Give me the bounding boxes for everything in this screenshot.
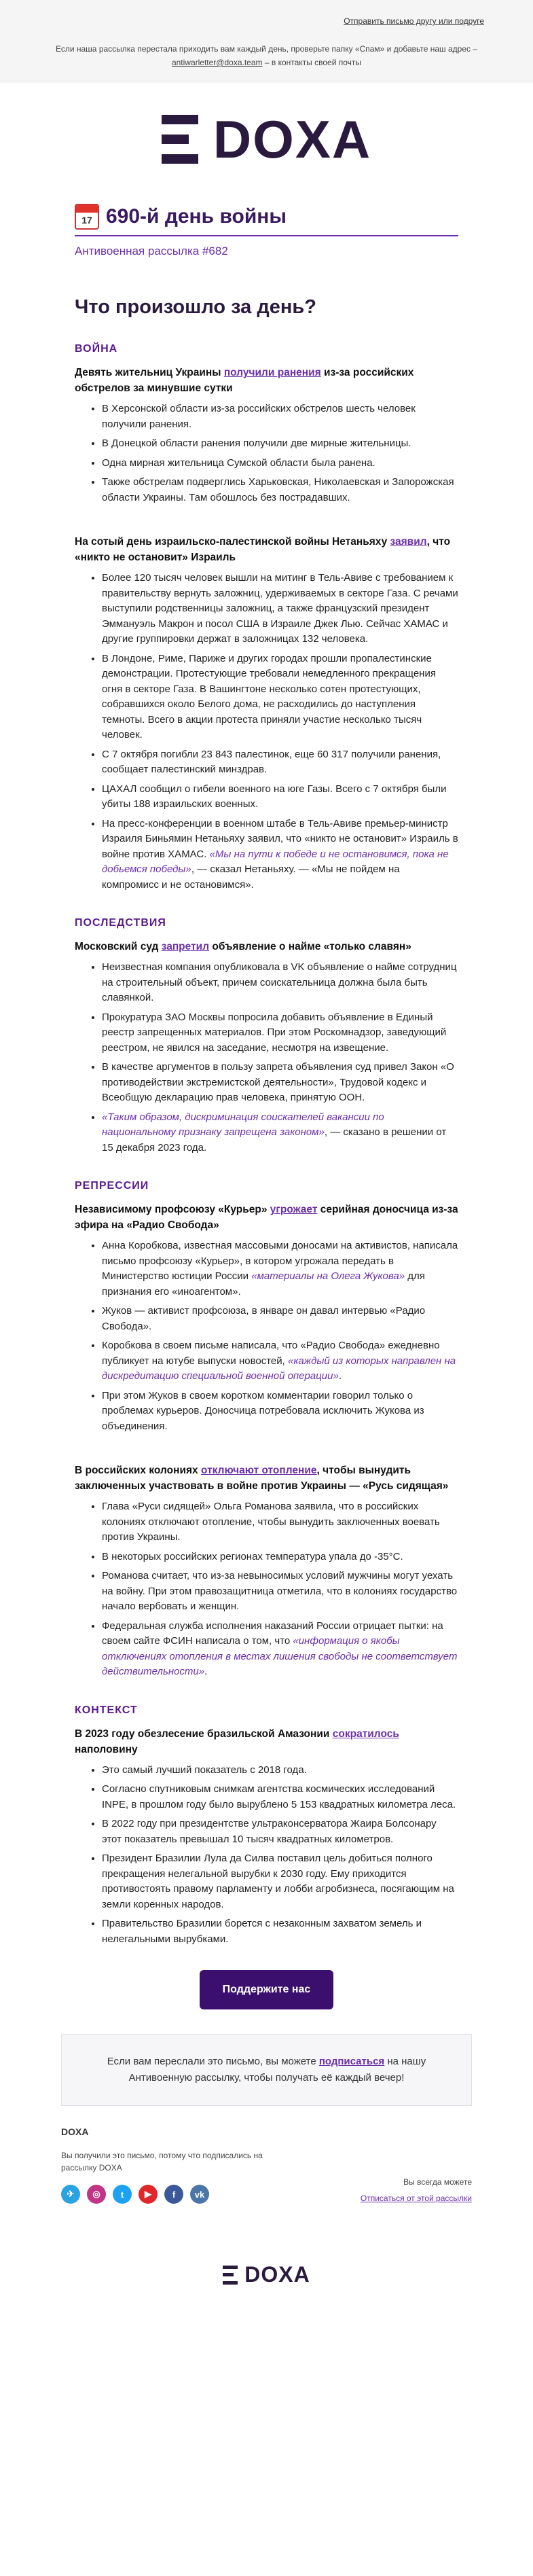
bullet-text-after: . <box>204 1666 208 1677</box>
story-headline-text: На сотый день израильско-палестинской войны Нетаньяху <box>75 536 390 548</box>
list-item <box>102 1338 458 1384</box>
news-sections <box>75 343 458 1947</box>
footer-logo[interactable] <box>61 2262 472 2287</box>
cta-wrap <box>75 1970 458 2009</box>
calendar-icon: 17 <box>75 204 99 230</box>
bullet-text: Глава «Руси сидящей» Ольга Романова заявила, что в российских колониях отключают отопление, чтобы вынудить заключенных воевать против Украины. <box>102 1501 440 1543</box>
bullet-text: Коробкова в своем письме написала, что «Радио Свобода» ежедневно публикует на ютубе выпуски новостей, <box>102 1340 440 1367</box>
story-source-link[interactable]: заявил <box>390 536 427 548</box>
bullet-text: Федеральная служба исполнения наказаний России отрицает пытки: на своем сайте ФСИН написала о том, что <box>102 1620 443 1647</box>
story-headline-text: из-за российских обстрелов за минувшие сутки <box>75 367 414 394</box>
bullet-quote: «материалы на Олега Жукова» <box>251 1270 405 1282</box>
twitter-icon[interactable]: t <box>113 2185 132 2204</box>
story-bullets <box>75 1763 458 1948</box>
logo-mark-icon <box>162 115 198 164</box>
story-headline <box>75 1726 458 1757</box>
story-headline-text: , что «никто не остановит» Израиль <box>75 536 451 563</box>
bullet-text: Это самый лучший показатель с 2018 года. <box>102 1764 307 1776</box>
bullet-quote: «информация о якобы отключениях отопления в местах лишения свободы не соответствует действительности» <box>102 1635 458 1677</box>
story-source-link[interactable]: запретил <box>161 941 210 952</box>
footer <box>61 2126 472 2303</box>
spam-email-link[interactable]: antiwarletter@doxa.team <box>171 58 263 67</box>
story-headline-text: серийная доносчица из-за эфира на «Радио Свобода» <box>75 1204 458 1231</box>
list-item <box>102 1550 458 1565</box>
youtube-icon[interactable]: ▶ <box>139 2185 158 2204</box>
footer-unsubscribe-block <box>361 2174 472 2206</box>
bullet-quote: «Мы на пути к победе и не остановимся, пока не добьемся победы» <box>102 848 449 875</box>
story-bullets <box>75 401 458 505</box>
story-headline-text: Независимому профсоюзу «Курьер» <box>75 1204 270 1215</box>
story-headline <box>75 939 458 954</box>
story-bullets <box>75 571 458 893</box>
vk-icon[interactable]: vk <box>190 2185 209 2204</box>
section-title: РЕПРЕССИИ <box>75 1180 149 1192</box>
day-title <box>75 204 458 230</box>
bullet-text: Жуков — активист профсоюза, в январе он давал интервью «Радио Свобода». <box>102 1305 426 1332</box>
bullet-text: В Херсонской области из-за российских обстрелов шесть человек получили ранения. <box>102 403 416 430</box>
unsubscribe-link[interactable]: Отписаться от этой рассылки <box>360 2194 472 2203</box>
list-item <box>102 1916 458 1947</box>
forward-to-friend-link[interactable]: Отправить письмо другу или подруге <box>344 16 484 26</box>
story-headline-text: Девять жительниц Украины <box>75 367 224 378</box>
section-title: КОНТЕКСТ <box>75 1704 138 1716</box>
story-source-link[interactable]: сократилось <box>332 1728 399 1740</box>
bullet-text: Прокуратура ЗАО Москвы попросила добавить объявление в Единый реестр запрещенных материалов. При этом Роскомнадзор, заведующий реестром, не явился на заседание, несмотря на извещение. <box>102 1011 447 1054</box>
footer-reason: Вы получили это письмо, потому что подписались на рассылку DOXA <box>61 2151 263 2172</box>
bullet-text: Анна Коробкова, известная массовыми доносами на активистов, написала письмо профсоюзу «Курьер», в котором угрожала передать в Министерство юстиции России <box>102 1240 458 1282</box>
bullet-text: Также обстрелам подверглись Харьковская, Николаевская и Запорожская области Украины. Там обошлось без пострадавших. <box>102 476 454 503</box>
telegram-icon[interactable]: ✈ <box>61 2185 80 2204</box>
instagram-icon[interactable]: ◎ <box>87 2185 106 2204</box>
spam-note-text-end: – в контакты своей почты <box>264 58 362 67</box>
bullet-text: В 2022 году при президентстве ультраконсерватора Жаира Болсонару этот показатель превышал 10 тысяч квадратных километров. <box>102 1818 437 1845</box>
story-headline-text: наполовину <box>75 1743 138 1755</box>
list-item <box>102 401 458 432</box>
bullet-quote: «Таким образом, дискриминация соискателей вакансии по национальному признаку запрещена законом» <box>102 1111 384 1138</box>
subscribe-link[interactable]: подписаться <box>318 2056 385 2067</box>
bullet-text: Более 120 тысяч человек вышли на митинг в Тель-Авиве с требованием к правительству вернуть заложниц, удерживаемых в секторе Газа. С речами выступили родственницы заложниц, а также французский президент Эммануэль Макрон и посол США в Израиле Джек Лью. Сейчас ХАМАС и другие группировки держат в заложницах 132 человека. <box>102 572 458 645</box>
story-source-link[interactable]: отключают отопление <box>200 1465 317 1476</box>
bullet-text: Согласно спутниковым снимкам агентства космических исследований INPE, в прошлом году было вырублено 5 153 квадратных километра леса. <box>102 1783 456 1810</box>
bullet-text: Правительство Бразилии борется с незаконным захватом земель и нелегальными вырубками. <box>102 1918 422 1945</box>
story-headline <box>75 1202 458 1233</box>
bullet-text: В качестве аргументов в пользу запрета объявления суд привел Закон «О противодействии экстремистской деятельности», Трудовой кодекс и Всеобщую декларацию прав человека, принятую ООН. <box>102 1061 454 1103</box>
subscribe-box <box>61 2034 472 2106</box>
day-title-text: 690-й день войны <box>106 205 287 228</box>
bullet-text: Неизвестная компания опубликовала в VK объявление о найме сотрудниц на строительный объект, причем соискательница должна была быть славянкой. <box>102 961 457 1003</box>
list-item <box>102 456 458 471</box>
footer-always-text: Вы всегда можете <box>403 2177 472 2187</box>
logo-wordmark: DOXA <box>213 109 372 169</box>
story-bullets <box>75 1238 458 1434</box>
subscribe-text-end: на нашу Антивоенную рассылку, чтобы получать её каждый вечер! <box>128 2056 426 2083</box>
list-item <box>102 960 458 1006</box>
list-item <box>102 1010 458 1056</box>
header-logo[interactable] <box>0 88 533 190</box>
bullet-text: ЦАХАЛ сообщил о гибели военного на юге Газы. Всего с 7 октября были убиты 188 израильских военных. <box>102 783 447 810</box>
list-item <box>102 1499 458 1545</box>
list-item <box>102 1238 458 1300</box>
story-source-link[interactable]: угрожает <box>270 1204 318 1215</box>
bullet-text: Одна мирная жительница Сумской области была ранена. <box>102 457 375 469</box>
bullet-text: В Лондоне, Риме, Париже и других городах прошли пропалестинские демонстрации. Протестующие требовали немедленного прекращения огня в секторе Газа. В Вашингтоне несколько сотен протестующих, собравшихся около Белого дома, не расходились до наступления темноты. Всего в акции протеста приняли участие несколько тысяч человек. <box>102 652 436 740</box>
list-item <box>102 1304 458 1334</box>
facebook-icon[interactable]: f <box>164 2185 183 2204</box>
story-bullets <box>75 960 458 1156</box>
main-content <box>0 204 533 2009</box>
story-headline-text: В 2023 году обезлесение бразильской Амазонии <box>75 1728 333 1740</box>
footer-brand: DOXA <box>61 2126 89 2137</box>
page-title: Что произошло за день? <box>75 296 316 318</box>
bullet-text: На пресс-конференции в военном штабе в Тель-Авиве премьер-министр Израиля Биньямин Нетаньяху заявил, что «никто не остановит» Израиль в войне против ХАМАС. <box>102 817 458 860</box>
list-item <box>102 817 458 893</box>
footer-logo-mark-icon <box>223 2266 238 2285</box>
story-headline <box>75 365 458 396</box>
subscribe-text: Если вам переслали это письмо, вы можете <box>107 2056 319 2067</box>
list-item <box>102 1389 458 1435</box>
list-item <box>102 1619 458 1680</box>
story-headline-text: В российских колониях <box>75 1465 201 1476</box>
spam-note-text: Если наша рассылка перестала приходить вам каждый день, проверьте папку «Спам» и добавьте наш адрес – <box>55 44 478 54</box>
story-headline <box>75 534 458 565</box>
list-item <box>102 436 458 452</box>
story-bullets <box>75 1499 458 1680</box>
list-item <box>102 1782 458 1812</box>
list-item <box>102 747 458 778</box>
story-headline <box>75 1463 458 1494</box>
list-item <box>102 782 458 812</box>
bullet-text-after: . <box>338 1370 342 1382</box>
bullet-text: Романова считает, что из-за невыносимых условий мужчины могут уехать на войну. При этом правозащитница отметила, что в колониях государство начало вербовать и женщин. <box>102 1570 458 1612</box>
story-headline-text: , чтобы вынудить заключенных участвовать в войне против Украины — «Русь сидящая» <box>75 1465 449 1492</box>
list-item <box>102 1060 458 1106</box>
issue-number: Антивоенная рассылка #682 <box>75 245 228 257</box>
list-item <box>102 1817 458 1847</box>
bullet-text-after: для признания его «иноагентом». <box>102 1270 425 1298</box>
support-button[interactable]: Поддержите нас <box>200 1970 334 2009</box>
footer-logo-wordmark: DOXA <box>244 2262 310 2287</box>
bullet-text: С 7 октября погибли 23 843 палестинок, еще 60 317 получили ранения, сообщает палестинский минздрав. <box>102 748 441 775</box>
list-item <box>102 1851 458 1912</box>
section-title: ПОСЛЕДСТВИЯ <box>75 917 166 929</box>
bullet-text: Президент Бразилии Лула да Силва поставил цель добиться полного прекращения нелегальной вырубки к 2030 году. Ему приходится противостоять правому парламенту и лобби агробизнеса, посягающим на земли коренных народов. <box>102 1853 454 1910</box>
bullet-text: При этом Жуков в своем коротком комментарии говорил только о проблемах курьеров. Доносчица потребовала исключить Жукова из объединения. <box>102 1389 424 1432</box>
story-headline-text: объявление о найме «только славян» <box>209 941 411 952</box>
list-item <box>102 475 458 505</box>
list-item <box>102 1569 458 1615</box>
spam-note <box>49 42 484 69</box>
list-item <box>102 651 458 743</box>
list-item <box>102 1110 458 1156</box>
preheader <box>0 0 533 83</box>
divider <box>75 235 458 236</box>
bullet-text: В Донецкой области ранения получили две мирные жительницы. <box>102 437 411 449</box>
story-source-link[interactable]: получили ранения <box>223 367 321 378</box>
list-item <box>102 571 458 647</box>
section-title: ВОЙНА <box>75 343 118 355</box>
bullet-text-after: , — сказано в решении от 15 декабря 2023 года. <box>102 1126 447 1153</box>
list-item <box>102 1763 458 1778</box>
bullet-text: В некоторых российских регионах температура упала до -35°C. <box>102 1550 403 1562</box>
bullet-text-after: , — сказал Нетаньяху. — «Мы не пойдем на компромисс и не остановимся». <box>102 863 400 891</box>
story-headline-text: Московский суд <box>75 941 162 952</box>
bullet-quote: «каждый из которых направлен на дискредитацию специальной военной операции» <box>102 1355 456 1382</box>
